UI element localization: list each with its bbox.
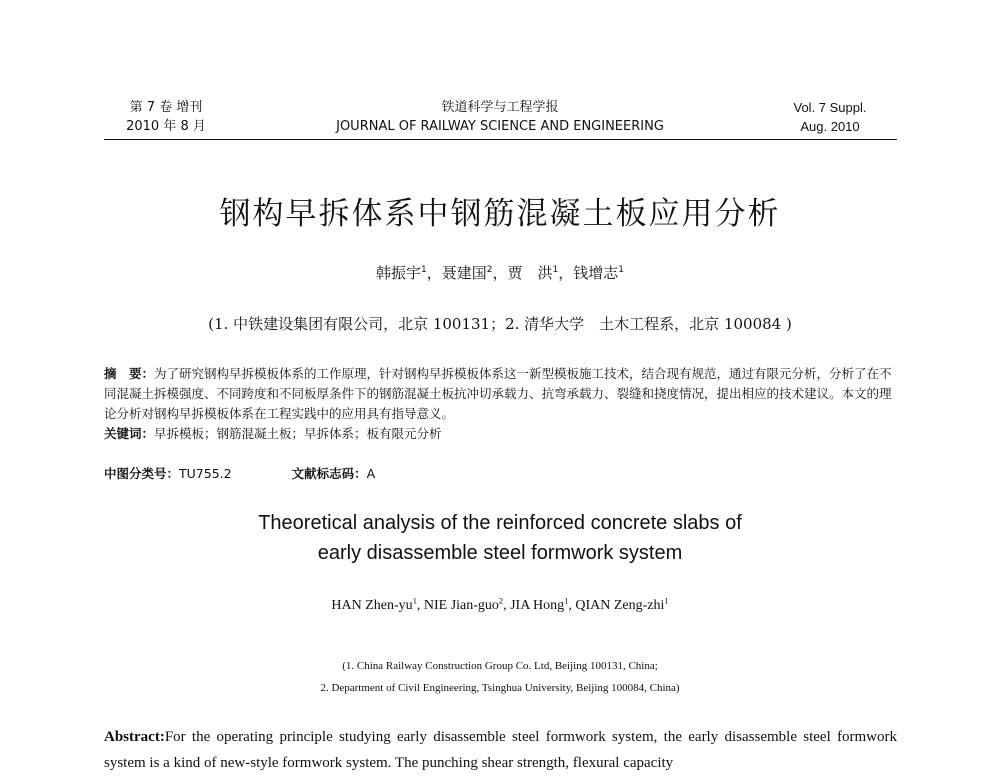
journal-issue-block [760, 98, 900, 136]
author-en: JIA Hong$^1$ [510, 596, 569, 613]
abstract-cn-text: 为了研究钢构早拆模板体系的工作原理，针对钢构早拆模板体系这一新型模板施工技术，结合现有规范，通过有限元分析，分析了在不同混凝土拆模强度、不同跨度和不同板厚条件下的钢筋混凝土板抗冲切承载力、抗弯承载力、裂缝和挠度情况，提出相应的技术建议。本文的理论分析对钢构早拆模板体系在工程实践中的应用具有指导意义。 [104, 366, 892, 421]
abstract-en-text: For the operating principle studying early disassemble steel formwork system, the early disassemble steel formwork system is a kind of new-style formwork system. The punching shear strength, flexural capacity [104, 729, 897, 771]
journal-volume: 第 7 卷 增刊 [129, 100, 203, 115]
abstract-cn-label: 摘 要： [104, 366, 155, 381]
journal-date-en: Aug. 2010 [800, 119, 860, 134]
paper-title-cn: 钢构早拆体系中钢筋混凝土板应用分析 [219, 196, 781, 232]
authors-cn: 韩振宇$^1$，聂建国$^2$，贾 洪$^1$，钱增志$^1$ [375, 264, 625, 282]
clc-label: 中图分类号： [104, 466, 180, 481]
journal-name-cn: 铁道科学与工程学报 [441, 100, 559, 115]
keywords-cn-text: 早拆模板；钢筋混凝土板；早拆体系；板有限元分析 [154, 426, 442, 441]
doc-code-label: 文献标志码： [291, 466, 367, 481]
abstract-en [104, 724, 897, 776]
author-cn: 贾 洪$^1$ [507, 264, 559, 282]
journal-volume-block [110, 98, 222, 136]
affiliation-en-line1: (1. China Railway Construction Group Co. Ltd, Beijing 100131, China; [342, 660, 658, 672]
author-cn: 聂建国$^2$ [441, 264, 493, 282]
affiliation-en-line2: 2. Department of Civil Engineering, Tsinghua University, Beijing 100084, China) [320, 682, 680, 694]
paper-title-en-line1: Theoretical analysis of the reinforced concrete slabs of [258, 512, 742, 534]
journal-date-cn: 2010 年 8 月 [126, 119, 206, 134]
affiliation-cn: (1. 中铁建设集团有限公司，北京 100131；2. 清华大学 土木工程系，北京 100084 ) [208, 315, 792, 333]
author-en: HAN Zhen-$yu^1$ [331, 596, 417, 613]
author-en: QIAN Zeng-zhi$^1$ [575, 596, 669, 613]
doc-code-value: A [366, 466, 376, 481]
journal-name-en: JOURNAL OF RAILWAY SCIENCE AND ENGINEERING [336, 119, 664, 134]
abstract-en-label: Abstract: [104, 729, 165, 745]
authors-en: HAN Zhen-$yu^1$, NIE Jian-guo$^2$, JIA Hong$^1$, QIAN Zeng-zhi$^1$ [331, 596, 669, 613]
classification-row [104, 464, 897, 484]
clc-value: TU755.2 [179, 466, 232, 481]
author-cn: 韩振宇$^1$ [375, 264, 427, 282]
affiliation-en [0, 655, 1000, 699]
author-en: NIE Jian-guo$^2$ [423, 596, 504, 613]
author-cn: 钱增志$^1$ [573, 264, 625, 282]
journal-issue-en: Vol. 7 Suppl. [793, 100, 867, 115]
keywords-cn-label: 关键词： [104, 426, 155, 441]
paper-title-en-line2: early disassemble steel formwork system [317, 542, 683, 564]
abstract-cn [104, 364, 897, 444]
journal-name-block [300, 98, 700, 136]
paper-title-en [0, 508, 1000, 568]
header-rule [104, 139, 897, 140]
